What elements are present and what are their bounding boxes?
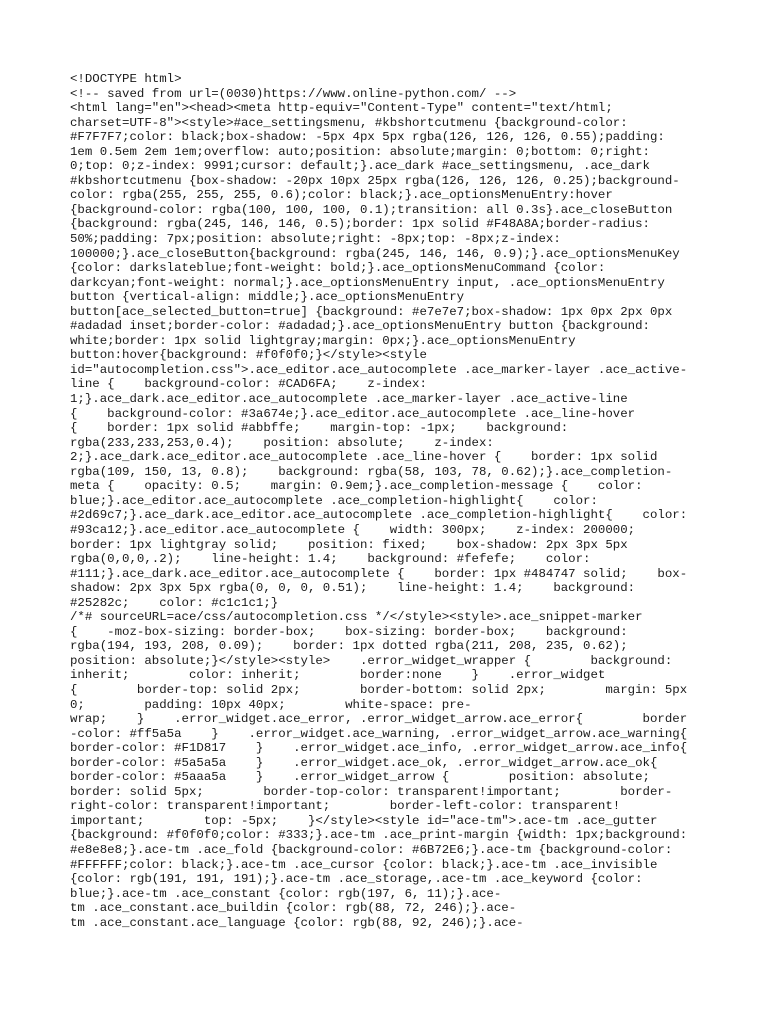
source-line: <html lang="en"><head><meta http-equiv="Content-Type" content="text/html; xyxy=(70,101,613,116)
source-line: { border-top: solid 2px; border-bottom: solid 2px; margin: 5px xyxy=(70,682,688,697)
source-line: 50%;padding: 7px;position: absolute;right: -8px;top: -8px;z-index: xyxy=(70,232,561,247)
source-line: rgba(109, 150, 13, 0.8); background: rgba(58, 103, 78, 0.62);}.ace_completion- xyxy=(70,464,673,479)
source-line: button[ace_selected_button=true] {background: #e7e7e7;box-shadow: 1px 0px 2px 0px xyxy=(70,304,673,319)
source-line: #2d69c7;}.ace_dark.ace_editor.ace_autocomplete .ace_completion-highlight{ color: xyxy=(70,508,688,523)
source-line: rgba(233,233,253,0.4); position: absolute; z-index: xyxy=(70,435,494,450)
source-line: rgba(194, 193, 208, 0.09); border: 1px dotted rgba(211, 208, 235, 0.62); xyxy=(70,639,628,654)
source-line: #kbshortcutmenu {box-shadow: -20px 10px 25px rgba(126, 126, 126, 0.25);background- xyxy=(70,173,680,188)
source-line: 2;}.ace_dark.ace_editor.ace_autocomplete .ace_line-hover { border: 1px solid xyxy=(70,450,658,465)
source-line: { background-color: #3a674e;}.ace_editor.ace_autocomplete .ace_line-hover xyxy=(70,406,636,421)
source-line: {color: darkslateblue;font-weight: bold;}.ace_optionsMenuCommand {color: xyxy=(70,261,606,276)
source-line: tm .ace_constant.ace_buildin {color: rgb(88, 72, 246);}.ace- xyxy=(70,901,517,916)
source-line: white;border: 1px solid lightgray;margin: 0px;}.ace_optionsMenuEntry xyxy=(70,333,576,348)
source-line: 1;}.ace_dark.ace_editor.ace_autocomplete .ace_marker-layer .ace_active-line xyxy=(70,392,628,407)
source-line: #111;}.ace_dark.ace_editor.ace_autocomplete { border: 1px #484747 solid; box- xyxy=(70,566,688,581)
source-line: id="autocompletion.css">.ace_editor.ace_autocomplete .ace_marker-layer .ace_active- xyxy=(70,362,688,377)
source-line: blue;}.ace_editor.ace_autocomplete .ace_completion-highlight{ color: xyxy=(70,493,598,508)
source-line: charset=UTF-8"><style>#ace_settingsmenu, #kbshortcutmenu {background-color: xyxy=(70,115,628,130)
source-line: {background: #f0f0f0;color: #333;}.ace-tm .ace_print-margin {width: 1px;background: xyxy=(70,828,688,843)
source-line: {background-color: rgba(100, 100, 100, 0.1);transition: all 0.3s}.ace_closeButton xyxy=(70,202,673,217)
source-line: 100000;}.ace_closeButton{background: rgba(245, 146, 146, 0.9);}.ace_optionsMenuKey xyxy=(70,246,680,261)
source-line: position: absolute;}</style><style> .error_widget_wrapper { background: xyxy=(70,653,673,668)
source-line: #adadad inset;border-color: #adadad;}.ace_optionsMenuEntry button {background: xyxy=(70,319,650,334)
source-line: button:hover{background: #f0f0f0;}</style><style xyxy=(70,348,427,363)
source-line: important; top: -5px; }</style><style id="ace-tm">.ace-tm .ace_gutter xyxy=(70,813,658,828)
source-line: darkcyan;font-weight: normal;}.ace_optionsMenuEntry input, .ace_optionsMenuEntry xyxy=(70,275,665,290)
source-line: { border: 1px solid #abbffe; margin-top: -1px; background: xyxy=(70,421,569,436)
source-line: meta { opacity: 0.5; margin: 0.9em;}.ace_completion-message { color: xyxy=(70,479,643,494)
source-line: /*# sourceURL=ace/css/autocompletion.css */</style><style>.ace_snippet-marker xyxy=(70,610,643,625)
source-line: {color: rgb(191, 191, 191);}.ace-tm .ace_storage,.ace-tm .ace_keyword {color: xyxy=(70,872,643,887)
source-line: border-color: #5a5a5a } .error_widget.ace_ok, .error_widget_arrow.ace_ok{ xyxy=(70,755,658,770)
source-line: #FFFFFF;color: black;}.ace-tm .ace_cursor {color: black;}.ace-tm .ace_invisible xyxy=(70,857,658,872)
source-line: border: 1px lightgray solid; position: fixed; box-shadow: 2px 3px 5px xyxy=(70,537,628,552)
source-line: inherit; color: inherit; border:none } .error_widget xyxy=(70,668,606,683)
source-line: 0;top: 0;z-index: 9991;cursor: default;}.ace_dark #ace_settingsmenu, .ace_dark xyxy=(70,159,650,174)
source-line: <!DOCTYPE html> xyxy=(70,72,182,86)
source-line: border: solid 5px; border-top-color: transparent!important; border- xyxy=(70,784,673,799)
source-line: border-color: #F1D817 } .error_widget.ace_info, .error_widget_arrow.ace_info{ xyxy=(70,741,688,756)
source-line: button {vertical-align: middle;}.ace_optionsMenuEntry xyxy=(70,290,465,305)
source-line: wrap; } .error_widget.ace_error, .error_widget_arrow.ace_error{ border xyxy=(70,712,688,727)
source-line: color: rgba(255, 255, 255, 0.6);color: black;}.ace_optionsMenuEntry:hover xyxy=(70,188,613,203)
source-line: border-color: #5aaa5a } .error_widget_arrow { position: absolute; xyxy=(70,770,650,785)
source-line: #e8e8e8;}.ace-tm .ace_fold {background-color: #6B72E6;}.ace-tm {background-color: xyxy=(70,842,673,857)
source-line: {background: rgba(245, 146, 146, 0.5);border: 1px solid #F48A8A;border-radius: xyxy=(70,217,650,232)
source-line: blue;}.ace-tm .ace_constant {color: rgb(197, 6, 11);}.ace- xyxy=(70,886,502,901)
source-line: 0; padding: 10px 40px; white-space: pre- xyxy=(70,697,472,712)
source-line: -color: #ff5a5a } .error_widget.ace_warning, .error_widget_arrow.ace_warning{ xyxy=(70,726,688,741)
source-line: #25282c; color: #c1c1c1;} xyxy=(70,595,279,610)
source-line: <!-- saved from url=(0030)https://www.online-python.com/ --> xyxy=(70,86,517,101)
source-line: tm .ace_constant.ace_language {color: rgb(88, 92, 246);}.ace- xyxy=(70,915,524,930)
source-line: shadow: 2px 3px 5px rgba(0, 0, 0, 0.51); line-height: 1.4; background: xyxy=(70,581,636,596)
source-line: right-color: transparent!important; border-left-color: transparent! xyxy=(70,799,621,814)
source-line: rgba(0,0,0,.2); line-height: 1.4; background: #fefefe; color: xyxy=(70,552,591,567)
source-line: { -moz-box-sizing: border-box; box-sizing: border-box; background: xyxy=(70,624,628,639)
html-source-text xyxy=(70,72,710,930)
source-line: line { background-color: #CAD6FA; z-index: xyxy=(70,377,427,392)
source-line: 1em 0.5em 2em 1em;overflow: auto;position: absolute;margin: 0;bottom: 0;right: xyxy=(70,144,650,159)
source-line: #F7F7F7;color: black;box-shadow: -5px 4px 5px rgba(126, 126, 126, 0.55);padding: xyxy=(70,130,665,145)
source-line: #93ca12;}.ace_editor.ace_autocomplete { width: 300px; z-index: 200000; xyxy=(70,522,636,537)
